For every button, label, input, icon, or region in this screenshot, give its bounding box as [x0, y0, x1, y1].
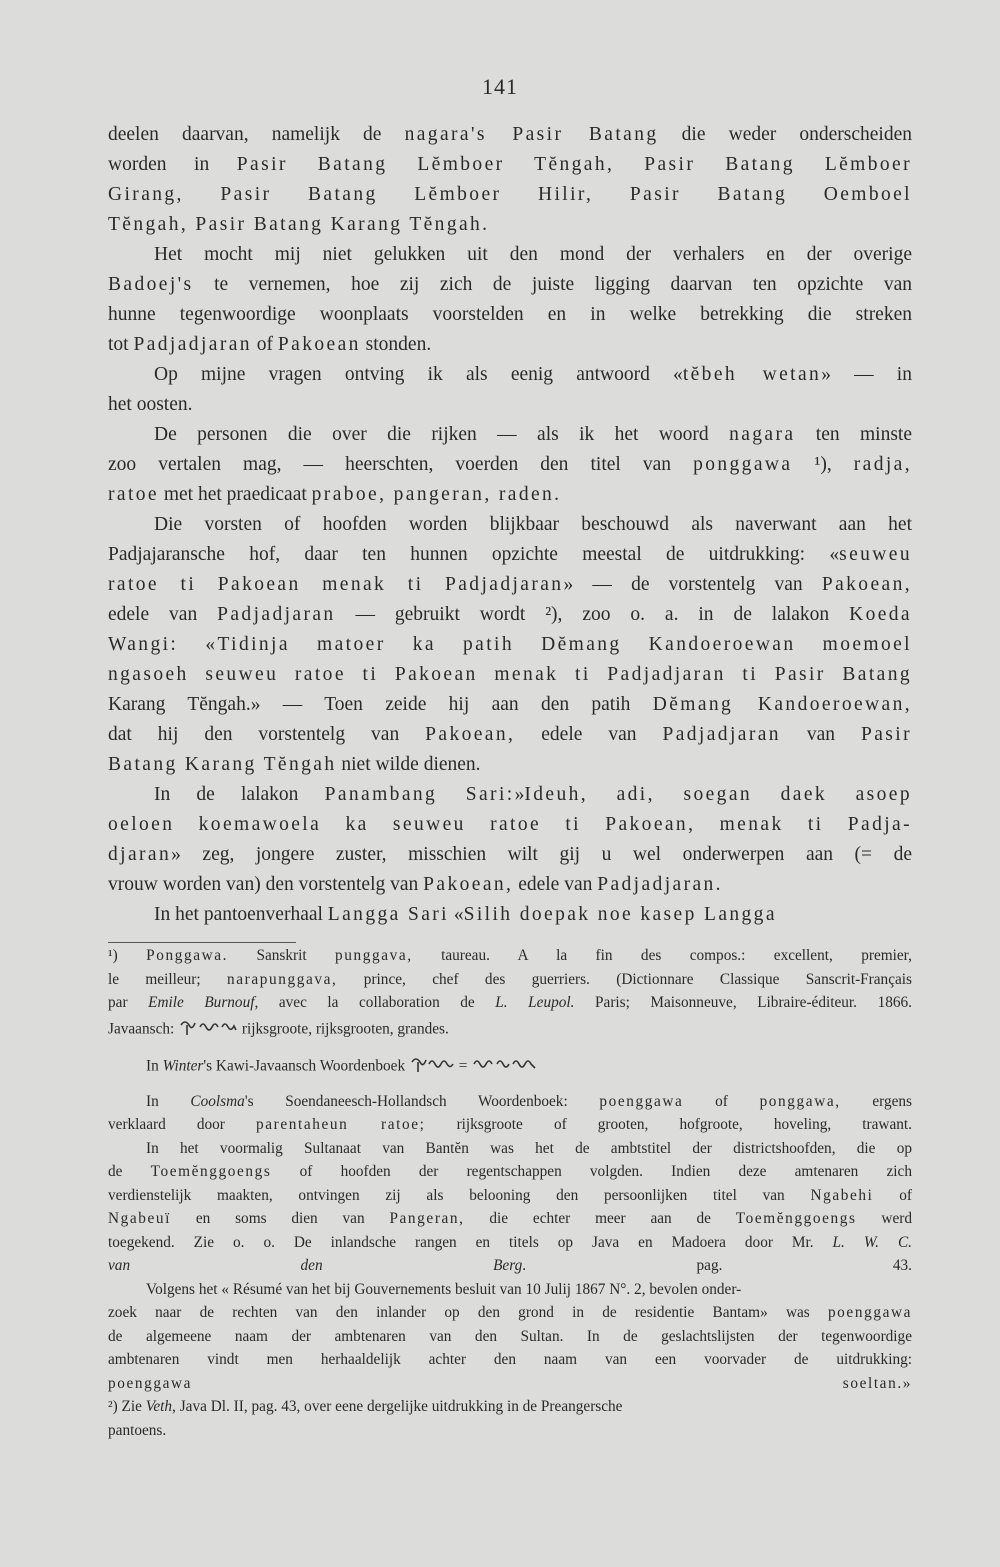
text-line	[108, 690, 912, 720]
text-line	[108, 390, 912, 420]
footnote-line	[108, 1301, 912, 1325]
javanese-script-glyph-icon	[409, 1052, 455, 1082]
text-run: In de lalakon	[154, 784, 325, 805]
text-line	[108, 840, 912, 870]
footnote-line	[108, 1052, 912, 1076]
spaced-term: ponggawa,	[759, 1092, 841, 1110]
text-run: 's Soendaneesch-Hollandsch Woordenboek:	[244, 1092, 600, 1110]
italic-name: Winter	[162, 1057, 204, 1075]
text-run: die weder onderscheiden	[658, 124, 912, 145]
footnote-line	[108, 1231, 912, 1255]
spaced-term: narapunggava,	[227, 970, 338, 988]
text-run: rijksgroote, rijksgrooten, grandes.	[238, 1019, 449, 1037]
text-run: 's Kawi-Javaansch Woordenboek	[203, 1057, 409, 1075]
text-run: In	[146, 1057, 163, 1075]
text-line	[108, 180, 912, 210]
text-run: dat hij den vorstentelg van	[108, 724, 426, 745]
text-run: Karang Tĕngah.» — Toen zeide hij aan den patih	[108, 694, 653, 715]
text-line	[108, 150, 912, 180]
text-run: deelen daarvan, namelijk de	[108, 124, 405, 145]
text-run: met het praedicaat	[158, 484, 312, 505]
spaced-term: Ideuh, adi, soegan daek asoep	[524, 784, 912, 805]
text-run: ²) Zie	[108, 1398, 146, 1415]
footnote-line	[108, 1160, 912, 1184]
javanese-script-glyph-icon	[471, 1052, 541, 1082]
spaced-term: Pakoean,	[821, 574, 912, 595]
text-run: In het pantoenverhaal	[154, 904, 328, 925]
spaced-term: poenggawa soeltan.»	[108, 1374, 912, 1392]
text-run: ten minste	[795, 424, 912, 445]
footnote-line	[108, 968, 912, 992]
text-run: Sanskrit	[228, 947, 335, 964]
text-run: Padjajaransche hof, daar ten hunnen opzichte meestal de uitdrukking: «	[108, 544, 840, 565]
spaced-term: nagara	[729, 424, 796, 445]
text-run: ergens	[840, 1092, 912, 1110]
text-run: werd	[856, 1210, 913, 1227]
footnote-line	[108, 1090, 912, 1114]
spaced-term: poenggawa	[827, 1304, 912, 1321]
text-run: ¹),	[792, 454, 854, 475]
spaced-term: Ngabehi	[810, 1186, 874, 1204]
spaced-term: parentaheun ratoe;	[256, 1116, 426, 1133]
text-run: Paris; Maisonneuve, Libraire-éditeur. 1866.	[574, 994, 912, 1011]
footnote-line	[108, 1278, 912, 1302]
spaced-term: Pasir	[861, 724, 912, 745]
text-line	[108, 900, 912, 930]
text-run: zoek naar de rechten van den inlander op den grond in de residentie Bantam» was	[108, 1304, 828, 1321]
javanese-script-glyph-icon	[178, 1015, 238, 1045]
text-line	[108, 120, 912, 150]
text-run: par	[108, 994, 149, 1011]
spaced-term: djaran	[108, 844, 172, 865]
text-run: de	[108, 1163, 151, 1180]
spaced-term: seuweu	[839, 544, 912, 565]
text-run: Die vorsten of hoofden worden blijkbaar beschouwd als naverwant aan het	[154, 514, 912, 535]
spaced-term: Toemĕnggoengs	[735, 1210, 857, 1227]
spaced-term: Dĕmang Kandoeroewan,	[652, 694, 912, 715]
text-run: of	[873, 1186, 912, 1204]
text-line	[108, 240, 912, 270]
spaced-term: Langga Sari	[327, 904, 449, 925]
spaced-term: Silih doepak noe kasep Langga	[463, 904, 777, 925]
text-line	[108, 420, 912, 450]
spaced-term: Toemĕnggoengs	[150, 1163, 272, 1180]
spaced-term: Panambang Sari:	[324, 784, 515, 805]
footnote-line	[108, 944, 912, 968]
footnote-line	[108, 1348, 912, 1372]
footnote-line	[108, 1372, 912, 1396]
italic-name: L. W. C.	[832, 1233, 912, 1251]
text-run: »	[514, 784, 525, 805]
text-line	[108, 480, 912, 510]
spaced-term: ngasoeh seuweu ratoe ti Pakoean menak ti Padjadjaran ti Pasir Batang	[108, 664, 912, 685]
text-run: le meilleur;	[108, 970, 228, 988]
text-line	[108, 630, 912, 660]
spaced-term: ratoe	[108, 484, 159, 505]
text-run: Op mijne vragen ontving ik als eenig antwoord «	[154, 364, 683, 385]
spaced-term: Batang Karang Tĕngah	[108, 754, 337, 775]
text-line	[108, 270, 912, 300]
text-run: de algemeene naam der ambtenaren van den Sultan. In de geslachtslijsten der tegenwoordige	[108, 1327, 912, 1345]
spaced-term: radja,	[853, 454, 912, 475]
spaced-term: Pakoean	[277, 334, 361, 355]
text-run: » — de vorstentelg van	[563, 574, 822, 595]
text-run: of hoofden der regentschappen volgden. Indien deze amtenaren zich	[271, 1163, 912, 1180]
text-run: ambtenaren vindt men herhaaldelijk achter den naam van een voorvader de uitdrukking:	[108, 1351, 912, 1368]
text-line	[108, 870, 912, 900]
footnote-line	[108, 991, 912, 1015]
text-run: verklaard door	[108, 1116, 256, 1133]
text-run: pantoens.	[108, 1421, 167, 1439]
spaced-term: punggava,	[335, 947, 413, 964]
footnote-line	[108, 1137, 912, 1161]
spaced-term: Padjadjaran	[133, 334, 252, 355]
text-run: hunne tegenwoordige woonplaats voorstelden en in welke betrekking die streken	[108, 304, 912, 325]
text-run: rijksgroote of grooten, hofgroote, hoveling, trawant.	[425, 1116, 912, 1133]
spaced-term: Pangeran,	[389, 1210, 465, 1227]
footnote-line	[108, 1207, 912, 1231]
footnote-line	[108, 1325, 912, 1349]
text-line	[108, 780, 912, 810]
text-run: en soms dien van	[171, 1210, 390, 1227]
footnote-line	[108, 1113, 912, 1137]
spaced-term: nagara's Pasir Batang	[404, 124, 659, 145]
italic-name: Veth,	[145, 1398, 176, 1415]
spaced-term: Koeda	[849, 604, 912, 625]
text-run: In	[146, 1092, 191, 1110]
text-line	[108, 330, 912, 360]
text-line	[108, 360, 912, 390]
text-line	[108, 810, 912, 840]
spaced-term: ratoe ti Pakoean menak ti Padjadjaran	[108, 574, 564, 595]
text-line	[108, 750, 912, 780]
text-line	[108, 720, 912, 750]
text-run: het oosten.	[108, 394, 193, 415]
text-line	[108, 510, 912, 540]
spaced-term: Pasir Batang Lĕmboer Tĕngah, Pasir Batang Lĕmboer	[236, 154, 912, 175]
text-run: taureau. A la fin des compos.: excellent, premier,	[412, 947, 912, 964]
text-run: edele van	[108, 604, 218, 625]
text-run: zoo vertalen mag, — heerschten, voerden den titel van	[108, 454, 694, 475]
text-run: die echter meer aan de	[464, 1210, 736, 1227]
spaced-term: Ponggawa.	[146, 947, 229, 964]
text-run: Volgens het « Résumé van het bij Gouvernements besluit van 10 Julij 1867 N°. 2, bevolen onder-	[146, 1280, 742, 1298]
spaced-term: Padjadjaran	[217, 604, 336, 625]
text-run: prince, chef des guerriers. (Dictionnare Classique Sanscrit-Français	[337, 970, 912, 988]
text-line	[108, 300, 912, 330]
text-run: of	[683, 1092, 760, 1110]
text-run: worden in	[108, 154, 237, 175]
footnotes	[108, 944, 912, 1442]
italic-name: L. Leupol.	[495, 994, 575, 1011]
text-run: Javaansch:	[108, 1019, 179, 1037]
italic-name: Coolsma	[190, 1092, 245, 1110]
text-run: » zeg, jongere zuster, misschien wilt gij u wel onderwerpen aan (= de	[171, 844, 912, 865]
text-line	[108, 600, 912, 630]
text-run: De personen die over die rijken — als ik het woord	[154, 424, 730, 445]
text-run: te vernemen, hoe zij zich de juiste ligging daarvan ten opzichte van	[193, 274, 912, 295]
italic-name: van den Berg	[108, 1257, 523, 1274]
spaced-term: Pakoean,	[425, 724, 516, 745]
text-run: tot	[108, 334, 134, 355]
text-run: edele van	[515, 724, 663, 745]
text-run: of	[251, 334, 278, 355]
spaced-term: Badoej's	[108, 274, 194, 295]
text-line	[108, 210, 912, 240]
text-line	[108, 660, 912, 690]
text-run: avec la collaboration de	[258, 994, 496, 1011]
spaced-term: oeloen koemawoela ka seuweu ratoe ti Pakoean, menak ti Padja-	[108, 814, 912, 835]
text-run: niet wilde dienen.	[336, 754, 481, 775]
text-run: =	[454, 1057, 472, 1075]
text-run: edele van	[513, 874, 598, 895]
spaced-term: Girang, Pasir Batang Lĕmboer Hilir, Pasir Batang Oemboel	[108, 184, 912, 205]
text-run: » — in	[821, 364, 912, 385]
main-text	[108, 120, 912, 930]
spaced-term: Pakoean,	[423, 874, 514, 895]
text-run: ¹)	[108, 947, 147, 964]
text-run: van	[780, 724, 861, 745]
text-run: In het voormalig Sultanaat van Bantĕn was het de ambtstitel der districtshoofden, die op	[146, 1139, 912, 1157]
footnote-line	[108, 1015, 912, 1039]
spaced-term: Padjadjaran	[662, 724, 781, 745]
footnote-line	[108, 1254, 912, 1278]
spaced-term: Wangi: «Tidinja matoer ka patih Dĕmang Kandoeroewan moemoel	[108, 634, 912, 655]
footnote-line	[108, 1395, 912, 1419]
text-run: toegekend. Zie o. o. De inlandsche rangen en titels op Java en Madoera door Mr.	[108, 1233, 833, 1251]
text-run: stonden.	[360, 334, 432, 355]
spaced-term: ponggawa	[693, 454, 793, 475]
italic-name: Emile Burnouf,	[148, 994, 259, 1011]
text-run: — gebruikt wordt ²), zoo o. a. in de lalakon	[335, 604, 850, 625]
text-line	[108, 540, 912, 570]
text-line	[108, 450, 912, 480]
text-run: «	[448, 904, 464, 925]
spaced-term: Ngabeuï	[108, 1210, 172, 1227]
footnote-line	[108, 1184, 912, 1208]
text-run: Java Dl. II, pag. 43, over eene dergelijke uitdrukking in de Preangersche	[175, 1398, 623, 1415]
spaced-term: praboe, pangeran, raden.	[311, 484, 562, 505]
text-run: . pag. 43.	[522, 1257, 912, 1274]
spaced-term: tĕbeh wetan	[682, 364, 822, 385]
footnote-line	[108, 1419, 912, 1443]
footnote-rule	[108, 942, 296, 943]
spaced-term: poenggawa	[599, 1092, 684, 1110]
page-number: 141	[482, 74, 518, 99]
spaced-term: Padjadjaran.	[597, 874, 723, 895]
text-run: vrouw worden van) den vorstentelg van	[108, 874, 424, 895]
text-run: Het mocht mij niet gelukken uit den mond der verhalers en der overige	[154, 244, 912, 265]
text-line	[108, 570, 912, 600]
spaced-term: Tĕngah, Pasir Batang Karang Tĕngah.	[108, 214, 490, 235]
text-run: verdienstelijk maakten, ontvingen zij als belooning den persoonlijken titel van	[108, 1186, 811, 1204]
